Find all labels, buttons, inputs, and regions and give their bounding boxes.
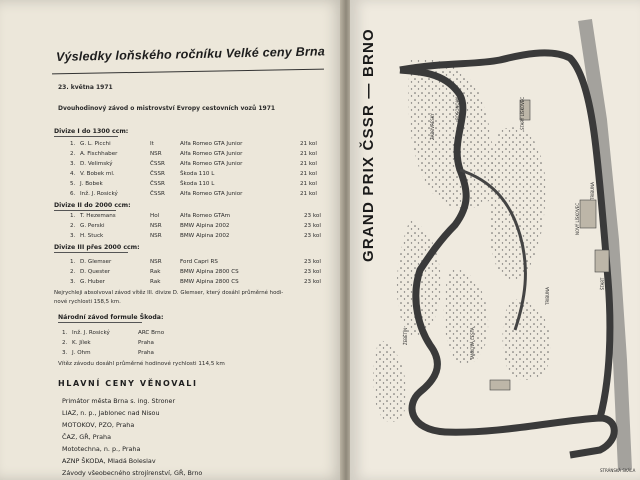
division1-rule	[54, 136, 118, 137]
map-label: STRÁNSKÁ SKÁLA	[600, 468, 636, 473]
building	[595, 250, 609, 272]
table-row: 3. G. Huber Rak BMW Alpina 2800 CS 23 kol	[70, 279, 321, 285]
table-row: 1. T. Hezemans Hol Alfa Romeo GTAm 23 kol	[70, 213, 321, 219]
fastest-note-line2: nové rychlosti 158,5 km.	[54, 299, 121, 305]
table-row: 1. D. Glemser NSR Ford Capri RS 23 kol	[70, 259, 321, 265]
forest-area	[373, 340, 406, 422]
table-row: 2. D. Quester Rak BMW Alpina 2800 CS 23 kol	[70, 269, 321, 275]
skoda-rule	[58, 322, 142, 323]
fastest-note-line1: Nejrychleji absolvoval závod vítěz III. divize D. Glemser, který dosáhl průměrné hodi-	[54, 290, 284, 296]
sponsor-item: AZNP ŠKODA, Mladá Boleslav	[62, 457, 156, 465]
table-row: 3. J. Ohm Praha	[62, 350, 154, 356]
forest-area	[444, 269, 488, 363]
sponsor-item: Primátor města Brna s. ing. Stroner	[62, 397, 176, 405]
circuit-map	[350, 0, 640, 480]
map-label: ŠTART	[600, 277, 605, 290]
table-row: 5. J. Bobek ČSSR Škoda 110 L 21 kol	[70, 181, 317, 187]
map-title: GRAND PRIX ČSSR — BRNO	[360, 28, 377, 262]
table-row: 2. A. Fischhaber NSR Alfa Romeo GTA Junior 21 kol	[70, 151, 317, 157]
page-title: Výsledky loňského ročníku Velké ceny Brna	[55, 44, 326, 64]
sponsor-item: LIAZ, n. p., Jablonec nad Nisou	[62, 409, 160, 417]
table-row: 2. K. Jílek Praha	[62, 340, 154, 346]
sponsor-item: ČAZ, GŘ, Praha	[62, 433, 111, 441]
building	[490, 380, 510, 390]
skoda-note: Vítěz závodu dosáhl průměrné hodinové rychlosti 114,5 km	[58, 361, 225, 367]
table-row: 3. H. Stuck NSR BMW Alpina 2002 23 kol	[70, 233, 321, 239]
map-label: TANKOVÁ CESTA	[470, 327, 475, 360]
sponsor-item: MOTOKOV, PZO, Praha	[62, 421, 135, 429]
division3-heading: Divize III přes 2000 ccm:	[54, 244, 140, 251]
race-title: Dvouhodinový závod o mistrovství Evropy cestovních vozů 1971	[58, 105, 276, 112]
map-label: STARÝ LÍSKOVEC	[520, 96, 525, 130]
division1-heading: Divize I do 1300 ccm:	[54, 128, 129, 135]
sponsor-item: Mototechna, n. p., Praha	[62, 445, 141, 453]
table-row: 6. Inž. J. Rosický ČSSR Alfa Romeo GTA Junior 21 kol	[70, 191, 317, 197]
table-row: 4. V. Bobek ml. ČSSR Škoda 110 L 21 kol	[70, 171, 317, 177]
table-row: 1. Inž. J. Rosický ARC Brno	[62, 330, 165, 336]
prizes-heading: HLAVNÍ CENY VĚNOVALI	[58, 379, 198, 388]
table-row: 2. G. Perski NSR BMW Alpina 2002 23 kol	[70, 223, 321, 229]
forest-area	[503, 299, 551, 380]
table-row: 3. D. Velimský ČSSR Alfa Romeo GTA Junior 21 kol	[70, 161, 317, 167]
map-label: TRIBUNA	[545, 287, 550, 305]
forest-area	[490, 127, 546, 280]
map-label: TRIBUNA	[590, 182, 595, 200]
map-label: ŽABOVŘESKY	[430, 113, 435, 140]
building	[580, 200, 596, 228]
division3-rule	[54, 252, 128, 253]
table-row: 1. G. L. Picchi It Alfa Romeo GTA Junior 21 kol	[70, 141, 317, 147]
map-label: BOSONOHY	[455, 96, 460, 120]
map-label: ŽEBĚTÍN	[403, 327, 408, 345]
division2-heading: Divize II do 2000 ccm:	[54, 202, 131, 209]
sponsor-item: Závody všeobecného strojírenství, GŘ, Brno	[62, 469, 203, 477]
race-date: 23. května 1971	[58, 84, 113, 91]
skoda-heading: Národní závod formule Škoda:	[58, 314, 164, 321]
division2-rule	[54, 210, 116, 211]
map-label: NOVÝ LÍSKOVEC	[575, 202, 580, 235]
